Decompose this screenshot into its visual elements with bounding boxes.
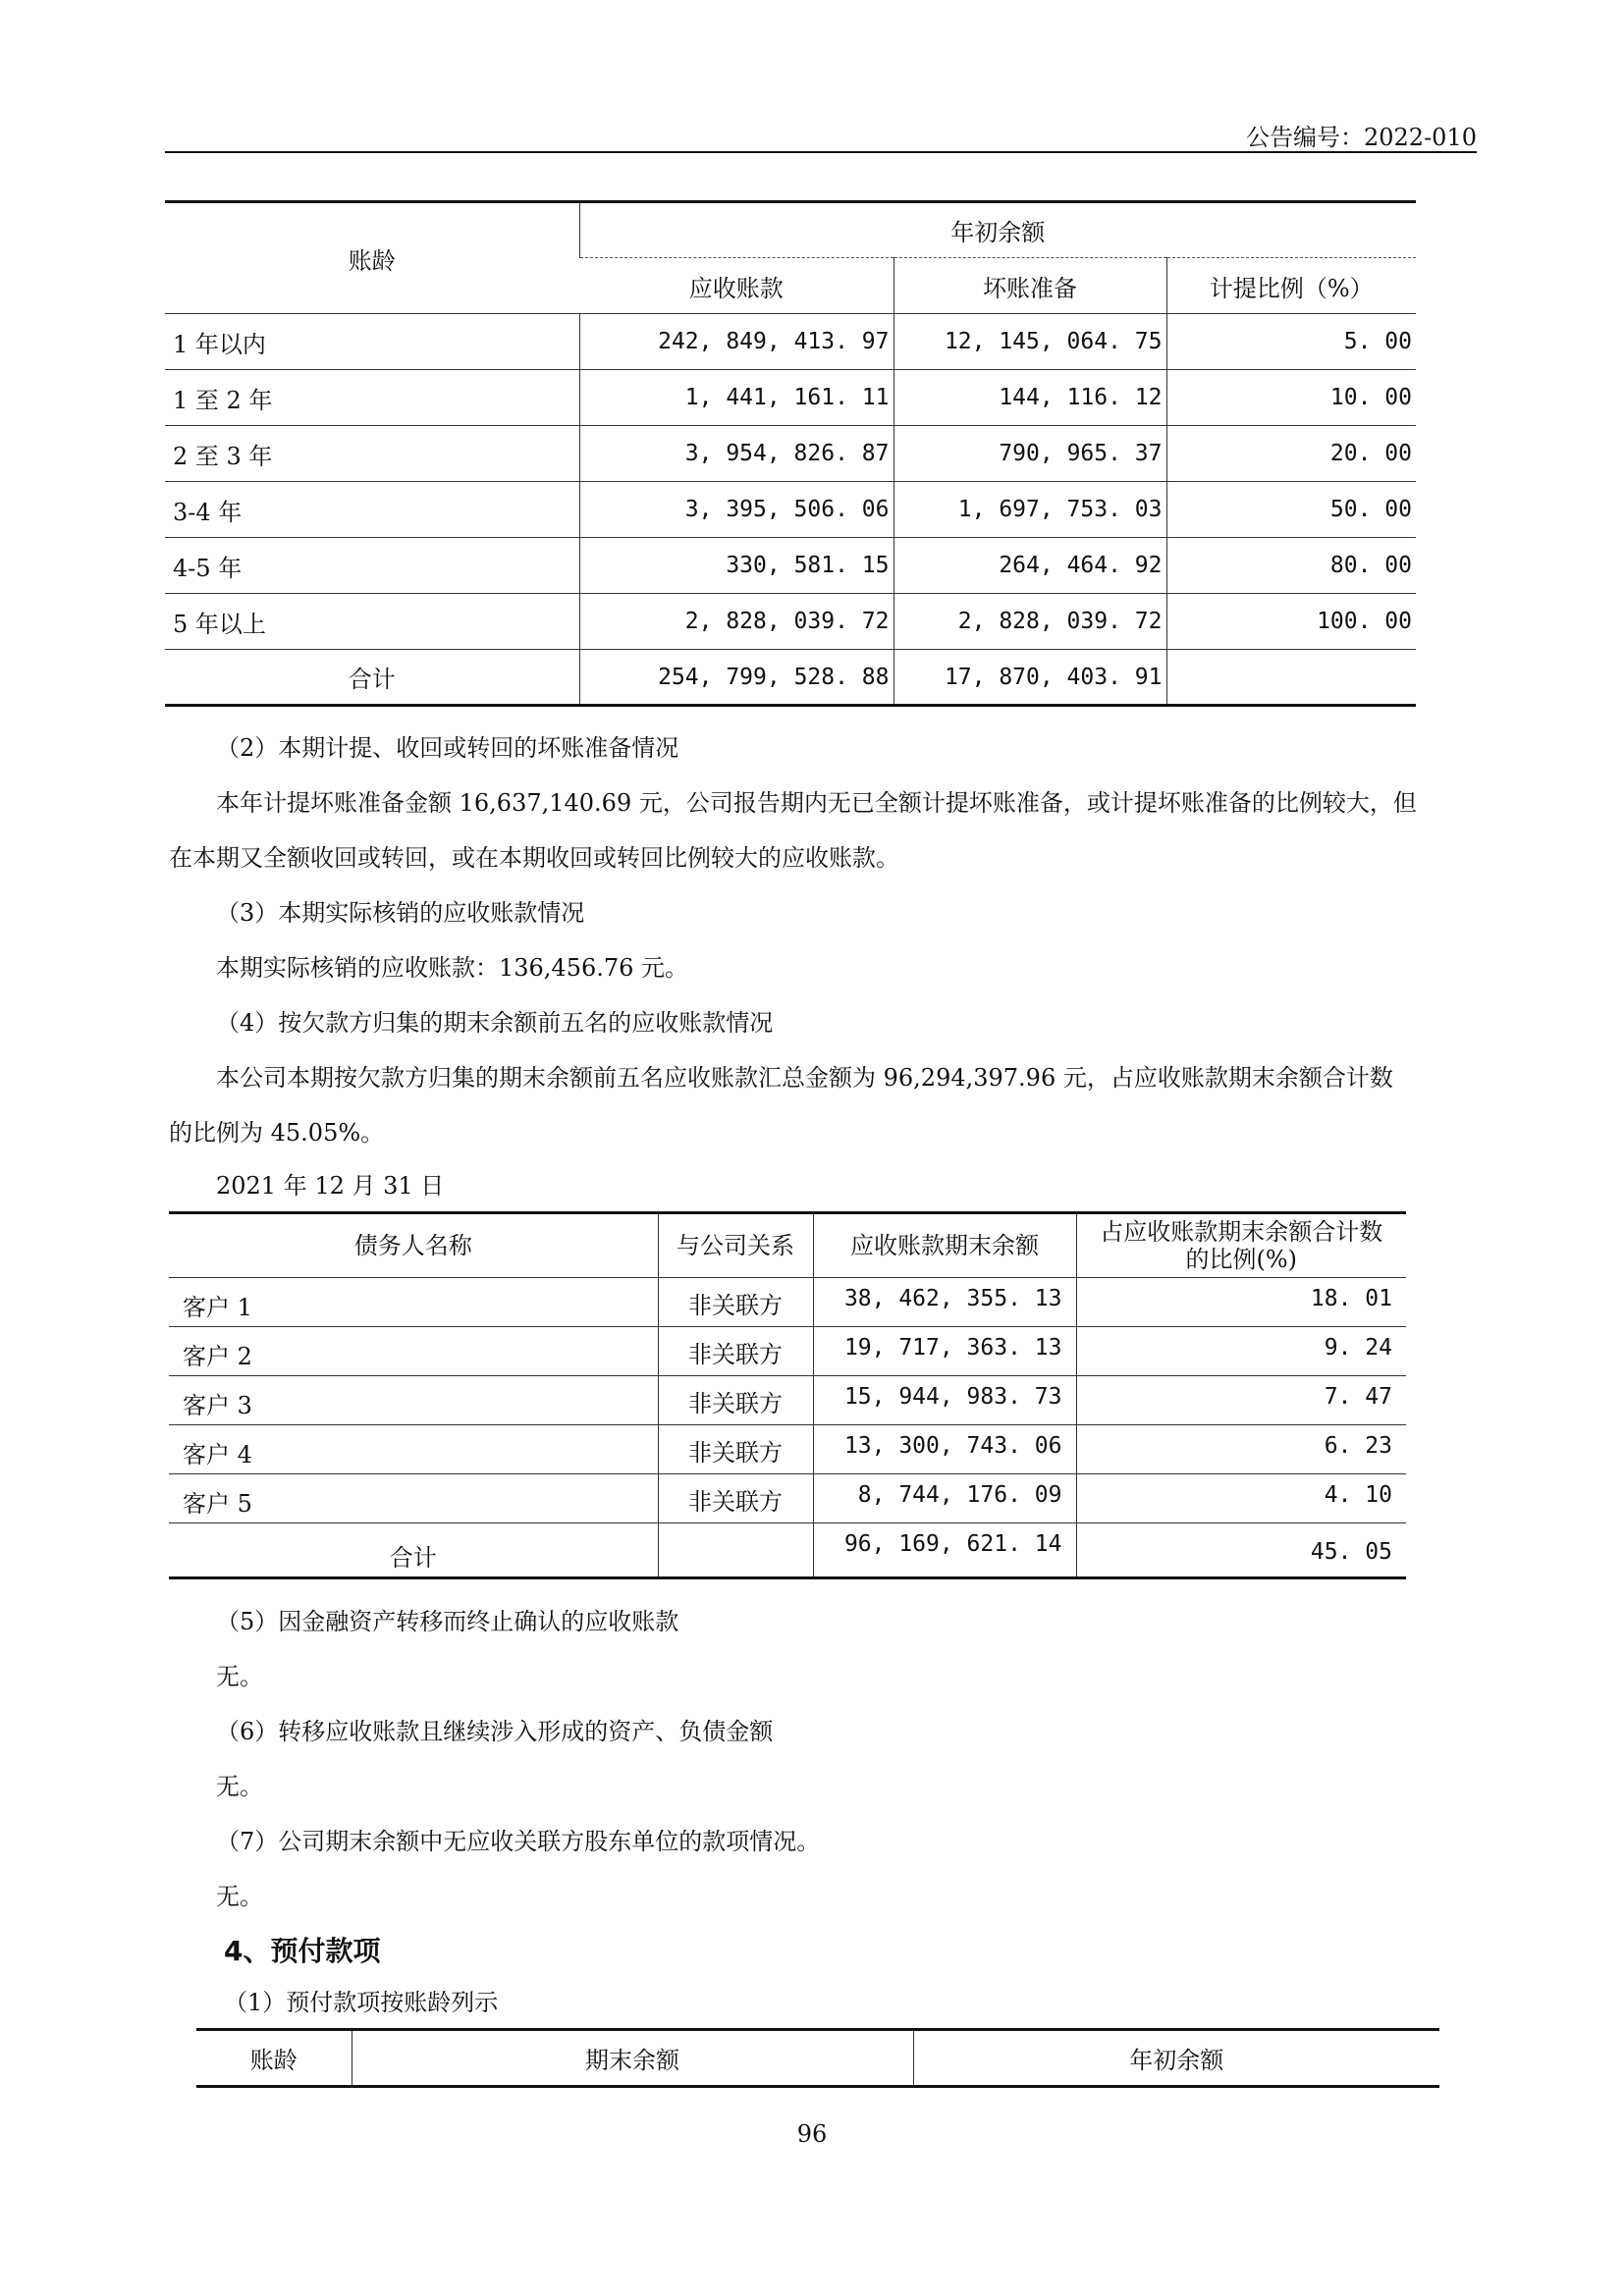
- row-label: 2 至 3 年: [165, 426, 579, 482]
- receivable-value: 3, 954, 826. 87: [579, 426, 893, 482]
- section-3-line: 本期实际核销的应收账款：136,456.76 元。: [216, 954, 689, 982]
- total-label: 合计: [389, 1544, 437, 1572]
- table-row: [169, 1327, 1406, 1376]
- allowance-value: 144, 116. 12: [893, 370, 1166, 426]
- relationship: 非关联方: [658, 1278, 813, 1327]
- total-ratio: [1166, 650, 1416, 706]
- closing-balance: 38, 462, 355. 13: [813, 1278, 1076, 1327]
- group-header-opening: 年初余额: [579, 202, 1416, 258]
- table-row: [165, 370, 1416, 426]
- debtor-name: 客户 2: [169, 1327, 658, 1376]
- section-heading-prepayments: 4、预付款项: [224, 1935, 381, 1967]
- ratio-value: 10. 00: [1166, 370, 1416, 426]
- section-4-line1: 本公司本期按欠款方归集的期末余额前五名应收账款汇总金额为 96,294,397.96 元，占应收账款期末余额合计数: [216, 1064, 1393, 1092]
- table-row: [165, 538, 1416, 594]
- table-date: 2021 年 12 月 31 日: [216, 1172, 445, 1200]
- col-allowance: 坏账准备: [893, 258, 1166, 314]
- ratio-value: 100. 00: [1166, 594, 1416, 650]
- receivable-value: 330, 581. 15: [579, 538, 893, 594]
- debtor-name: 客户 4: [169, 1425, 658, 1474]
- announcement-number: 公告编号：2022-010: [1246, 124, 1477, 151]
- closing-balance: 8, 744, 176. 09: [813, 1474, 1076, 1523]
- closing-balance: 13, 300, 743. 06: [813, 1425, 1076, 1474]
- total-row: [165, 650, 1416, 706]
- section-4-line2: 的比例为 45.05%。: [169, 1119, 385, 1147]
- col-closing-balance: 应收账款期末余额: [813, 1213, 1076, 1278]
- section-2-line2: 在本期又全额收回或转回，或在本期收回或转回比例较大的应收账款。: [169, 844, 899, 872]
- header-rule: [165, 151, 1477, 153]
- allowance-value: 790, 965. 37: [893, 426, 1166, 482]
- section-4-sub: （1）预付款项按账龄列示: [224, 1989, 499, 2016]
- top5-debtors-table: [169, 1211, 1406, 1579]
- total-relationship: [658, 1523, 813, 1578]
- debtor-name: 客户 3: [169, 1376, 658, 1425]
- row-label: 3-4 年: [165, 482, 579, 538]
- col-debtor-name: 债务人名称: [169, 1213, 658, 1278]
- col-receivable: 应收账款: [579, 258, 893, 314]
- col-aging: 账龄: [165, 202, 579, 314]
- section-2-line1: 本年计提坏账准备金额 16,637,140.69 元，公司报告期内无已全额计提坏账准备，或计提坏账准备的比例较大，但: [216, 789, 1417, 817]
- col-opening-balance: 年初余额: [913, 2030, 1439, 2087]
- share-ratio: 7. 47: [1076, 1376, 1406, 1425]
- receivable-value: 1, 441, 161. 11: [579, 370, 893, 426]
- table-row: [169, 1278, 1406, 1327]
- receivable-value: 2, 828, 039. 72: [579, 594, 893, 650]
- row-label: 1 年以内: [165, 314, 579, 370]
- debtor-name: 客户 1: [169, 1278, 658, 1327]
- total-receivable: 254, 799, 528. 88: [579, 650, 893, 706]
- ratio-value: 80. 00: [1166, 538, 1416, 594]
- section-6-title: （6）转移应收账款且继续涉入形成的资产、负债金额: [216, 1718, 774, 1745]
- share-ratio: 9. 24: [1076, 1327, 1406, 1376]
- section-5-body: 无。: [216, 1663, 263, 1690]
- section-3-title: （3）本期实际核销的应收账款情况: [216, 899, 585, 927]
- receivable-value: 3, 395, 506. 06: [579, 482, 893, 538]
- share-ratio: 18. 01: [1076, 1278, 1406, 1327]
- relationship: 非关联方: [658, 1376, 813, 1425]
- row-label: 4-5 年: [165, 538, 579, 594]
- col-share-ratio: [1076, 1213, 1406, 1278]
- section-5-title: （5）因金融资产转移而终止确认的应收账款: [216, 1608, 679, 1635]
- section-4-title: （4）按欠款方归集的期末余额前五名的应收账款情况: [216, 1009, 774, 1037]
- total-allowance: 17, 870, 403. 91: [893, 650, 1166, 706]
- table-row: [165, 314, 1416, 370]
- table-row: [165, 426, 1416, 482]
- total-closing-balance: 96, 169, 621. 14: [813, 1523, 1076, 1578]
- col-ratio: 计提比例（%）: [1166, 258, 1416, 314]
- table-row: [165, 482, 1416, 538]
- section-2-title: （2）本期计提、收回或转回的坏账准备情况: [216, 734, 679, 762]
- page-number: 96: [796, 2120, 828, 2148]
- total-share-ratio: 45. 05: [1076, 1523, 1406, 1578]
- row-label: 1 至 2 年: [165, 370, 579, 426]
- allowance-value: 12, 145, 064. 75: [893, 314, 1166, 370]
- allowance-value: 1, 697, 753. 03: [893, 482, 1166, 538]
- col-closing-balance: 期末余额: [352, 2030, 913, 2087]
- table-row: [165, 594, 1416, 650]
- receivable-value: 242, 849, 413. 97: [579, 314, 893, 370]
- total-label: 合计: [348, 666, 396, 693]
- closing-balance: 15, 944, 983. 73: [813, 1376, 1076, 1425]
- ratio-value: 5. 00: [1166, 314, 1416, 370]
- section-6-body: 无。: [216, 1773, 263, 1800]
- ratio-value: 50. 00: [1166, 482, 1416, 538]
- table-row: [169, 1474, 1406, 1523]
- total-row: [169, 1523, 1406, 1578]
- share-ratio: 4. 10: [1076, 1474, 1406, 1523]
- relationship: 非关联方: [658, 1425, 813, 1474]
- col-aging: 账龄: [249, 2047, 298, 2074]
- col-share-ratio-line2: 的比例(%): [1185, 1246, 1298, 1273]
- relationship: 非关联方: [658, 1474, 813, 1523]
- share-ratio: 6. 23: [1076, 1425, 1406, 1474]
- relationship: 非关联方: [658, 1327, 813, 1376]
- allowance-value: 2, 828, 039. 72: [893, 594, 1166, 650]
- table-row: [169, 1425, 1406, 1474]
- section-7-body: 无。: [216, 1883, 263, 1910]
- row-label: 5 年以上: [165, 594, 579, 650]
- ratio-value: 20. 00: [1166, 426, 1416, 482]
- col-share-ratio-line1: 占应收账款期末余额合计数: [1100, 1218, 1383, 1246]
- closing-balance: 19, 717, 363. 13: [813, 1327, 1076, 1376]
- allowance-value: 264, 464. 92: [893, 538, 1166, 594]
- col-relationship: 与公司关系: [658, 1213, 813, 1278]
- aging-table-opening: [165, 200, 1416, 707]
- debtor-name: 客户 5: [169, 1474, 658, 1523]
- prepayments-aging-table: [196, 2028, 1439, 2088]
- table-row: [169, 1376, 1406, 1425]
- section-7-title: （7）公司期末余额中无应收关联方股东单位的款项情况。: [216, 1828, 821, 1855]
